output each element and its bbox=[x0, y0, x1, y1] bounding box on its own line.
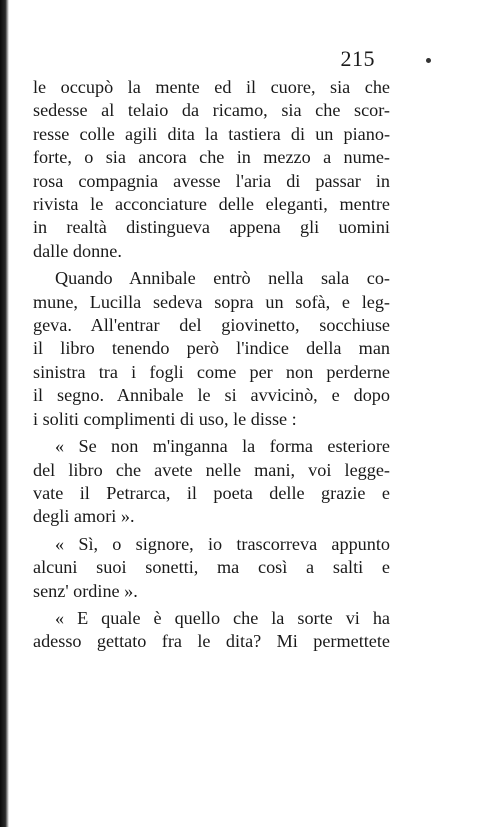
book-spine-edge bbox=[0, 0, 9, 827]
page-number: 215 bbox=[340, 46, 375, 71]
text-line: « E quale è quello che la sorte vi ha bbox=[55, 607, 390, 628]
paragraph-1 bbox=[33, 76, 390, 263]
text-line: dalle donne. bbox=[33, 240, 122, 261]
text-line: « Se non m'inganna la forma esteriore bbox=[55, 436, 390, 457]
text-line: sedesse al telaio da ricamo, sia che scor- bbox=[33, 100, 390, 121]
text-line: del libro che avete nelle mani, voi legge- bbox=[33, 459, 390, 480]
text-line: il libro tenendo però l'indice della man bbox=[33, 338, 390, 359]
text-line: il segno. Annibale le si avvicinò, e dopo bbox=[33, 385, 390, 406]
text-line: i soliti complimenti di uso, le disse : bbox=[33, 408, 297, 429]
text-line: senz' ordine ». bbox=[33, 580, 138, 601]
body-text bbox=[33, 76, 390, 654]
text-line: Quando Annibale entrò nella sala co- bbox=[55, 268, 390, 289]
text-line: in realtà distingueva appena gli uomini bbox=[33, 217, 390, 238]
paragraph-2 bbox=[33, 267, 390, 431]
text-line: rosa compagnia avesse l'aria di passar in bbox=[33, 170, 390, 191]
text-line: mune, Lucilla sedeva sopra un sofà, e leg- bbox=[33, 291, 390, 312]
text-line: le occupò la mente ed il cuore, sia che bbox=[33, 77, 390, 97]
paragraph-5 bbox=[33, 607, 390, 654]
text-line: rivista le acconciature delle eleganti, mentre bbox=[33, 194, 390, 215]
text-line: degli amori ». bbox=[33, 506, 135, 527]
paragraph-3 bbox=[33, 435, 390, 529]
text-line: « Sì, o signore, io trascorreva appunto bbox=[55, 533, 390, 554]
paragraph-4 bbox=[33, 533, 390, 603]
text-line: geva. All'entrar del giovinetto, socchiuse bbox=[33, 315, 390, 336]
text-line: sinistra tra i fogli come per non perderne bbox=[33, 361, 390, 382]
text-line: adesso gettato fra le dita? Mi permettete bbox=[33, 631, 390, 652]
ink-dot bbox=[426, 58, 431, 63]
text-line: vate il Petrarca, il poeta delle grazie e bbox=[33, 482, 390, 503]
text-line: resse colle agili dita la tastiera di un piano- bbox=[33, 123, 390, 144]
text-line: alcuni suoi sonetti, ma così a salti e bbox=[33, 557, 390, 578]
text-line: forte, o sia ancora che in mezzo a nume- bbox=[33, 147, 390, 168]
